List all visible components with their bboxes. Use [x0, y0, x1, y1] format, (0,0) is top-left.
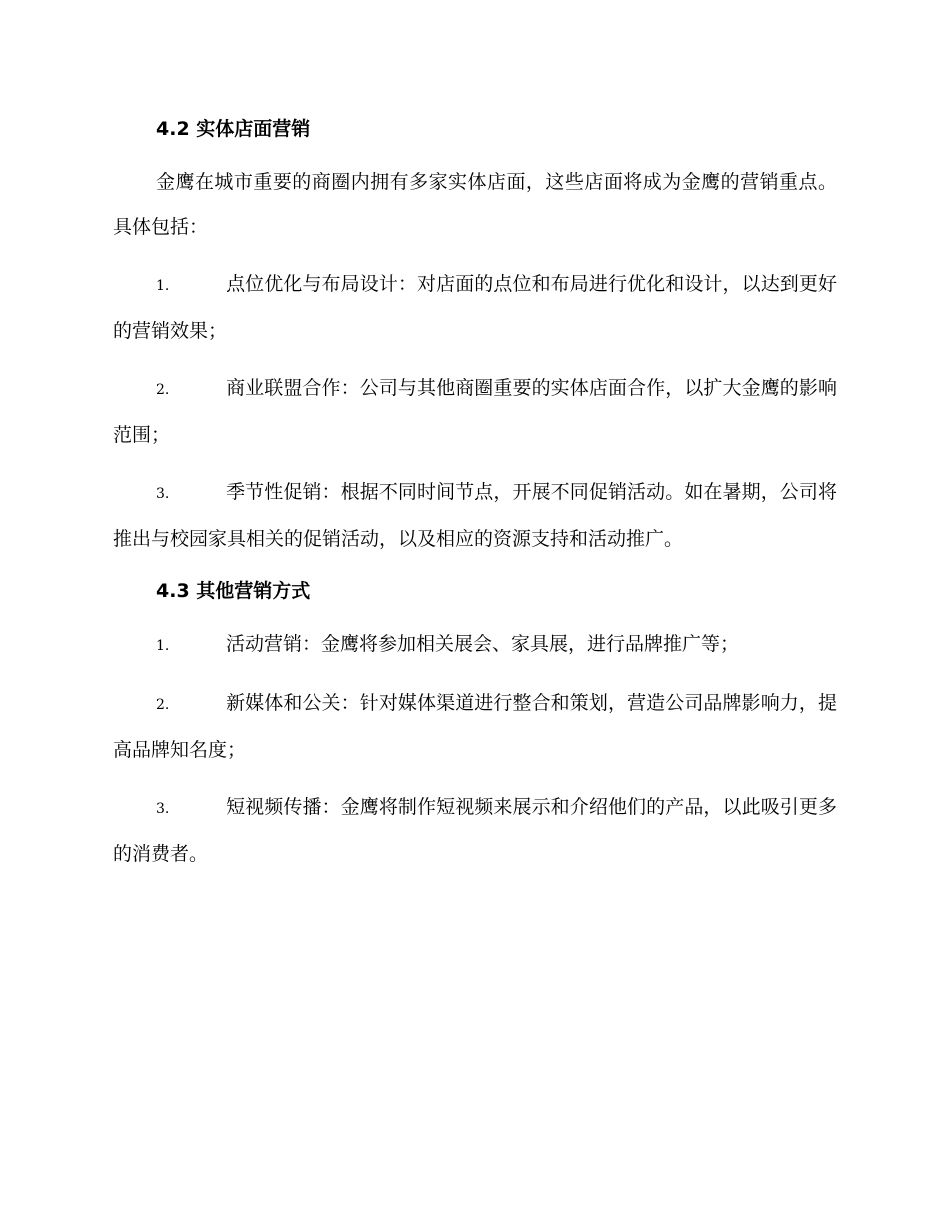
section-heading-4-2: 4.2 实体店面营销 — [156, 118, 311, 140]
list-item-text: 季节性促销：根据不同时间节点，开展不同促销活动。如在暑期，公司将推出与校园家具相关的促销活动，以及相应的资源支持和活动推广。 — [113, 481, 837, 550]
list-item — [113, 785, 837, 877]
list-number: 1. — [156, 638, 170, 654]
list-number: 1. — [156, 278, 170, 294]
section-intro: 金鹰在城市重要的商圈内拥有多家实体店面，这些店面将成为金鹰的营销重点。具体包括： — [113, 171, 837, 238]
list-number: 2. — [156, 697, 170, 713]
list-item — [113, 681, 837, 773]
list-item — [113, 622, 837, 669]
list-item — [113, 470, 837, 562]
list-item — [113, 366, 837, 458]
list-number: 3. — [156, 486, 170, 502]
list-item-text: 短视频传播：金鹰将制作短视频来展示和介绍他们的产品，以此吸引更多的消费者。 — [113, 796, 837, 865]
section-heading-4-3: 4.3 其他营销方式 — [156, 580, 311, 602]
document-body — [113, 112, 837, 889]
list-item — [113, 262, 837, 354]
list-item-text: 点位优化与布局设计：对店面的点位和布局进行优化和设计，以达到更好的营销效果； — [113, 273, 837, 342]
list-item-text: 新媒体和公关：针对媒体渠道进行整合和策划，营造公司品牌影响力，提高品牌知名度； — [113, 692, 837, 761]
list-item-text: 活动营销：金鹰将参加相关展会、家具展，进行品牌推广等； — [226, 633, 740, 655]
list-number: 3. — [156, 801, 170, 817]
list-item-text: 商业联盟合作：公司与其他商圈重要的实体店面合作，以扩大金鹰的影响范围； — [113, 377, 837, 446]
list-number: 2. — [156, 382, 170, 398]
